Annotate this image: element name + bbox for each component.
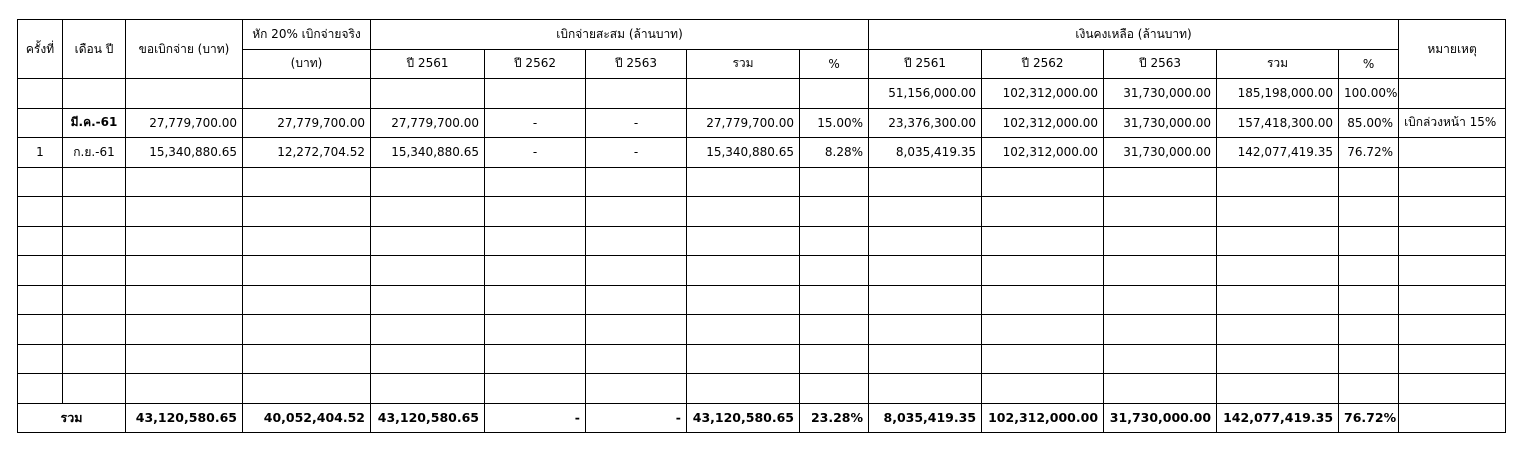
cell-cum-2563 <box>586 79 687 109</box>
empty-cell <box>1399 315 1506 345</box>
empty-cell <box>869 285 982 315</box>
empty-cell <box>869 374 982 404</box>
empty-cell <box>800 226 869 256</box>
empty-cell <box>869 344 982 374</box>
table-body <box>18 79 1506 433</box>
empty-cell <box>1104 285 1217 315</box>
empty-cell <box>243 374 371 404</box>
cell-round: 1 <box>18 138 63 168</box>
table-row <box>18 108 1506 138</box>
table-header <box>18 20 1506 79</box>
cell-rem-2563: 31,730,000.00 <box>1104 138 1217 168</box>
empty-cell <box>371 374 485 404</box>
cell-round <box>18 79 63 109</box>
empty-cell <box>126 344 243 374</box>
total-cum-2563: - <box>586 403 687 433</box>
empty-cell <box>18 197 63 227</box>
empty-cell <box>1339 256 1399 286</box>
empty-cell <box>243 167 371 197</box>
empty-cell <box>1339 344 1399 374</box>
empty-cell <box>1104 315 1217 345</box>
empty-cell <box>687 315 800 345</box>
empty-cell <box>485 226 586 256</box>
empty-cell <box>243 226 371 256</box>
empty-cell <box>1399 344 1506 374</box>
empty-cell <box>18 256 63 286</box>
empty-cell <box>63 256 126 286</box>
empty-row <box>18 344 1506 374</box>
header-month: เดือน ปี <box>63 20 126 79</box>
empty-cell <box>1217 374 1339 404</box>
header-cum-2562: ปี 2562 <box>485 49 586 79</box>
empty-cell <box>800 256 869 286</box>
empty-cell <box>869 167 982 197</box>
empty-row <box>18 226 1506 256</box>
cell-request <box>126 79 243 109</box>
header-round: ครั้งที่ <box>18 20 63 79</box>
header-rem-pct: % <box>1339 49 1399 79</box>
total-actual: 40,052,404.52 <box>243 403 371 433</box>
total-cum-2562: - <box>485 403 586 433</box>
cell-cum-total: 27,779,700.00 <box>687 108 800 138</box>
cell-note: เบิกล่วงหน้า 15% <box>1399 108 1506 138</box>
empty-cell <box>63 226 126 256</box>
empty-cell <box>869 226 982 256</box>
cell-rem-2561: 51,156,000.00 <box>869 79 982 109</box>
empty-cell <box>687 197 800 227</box>
empty-cell <box>485 374 586 404</box>
cell-cum-2563: - <box>586 138 687 168</box>
empty-cell <box>982 167 1104 197</box>
empty-cell <box>243 315 371 345</box>
empty-cell <box>800 167 869 197</box>
cell-rem-pct: 85.00% <box>1339 108 1399 138</box>
empty-cell <box>982 256 1104 286</box>
cell-actual: 27,779,700.00 <box>243 108 371 138</box>
empty-cell <box>800 344 869 374</box>
empty-cell <box>18 344 63 374</box>
empty-cell <box>586 315 687 345</box>
empty-cell <box>371 256 485 286</box>
cell-round <box>18 108 63 138</box>
empty-cell <box>869 256 982 286</box>
empty-cell <box>18 167 63 197</box>
empty-cell <box>1339 226 1399 256</box>
empty-cell <box>1217 197 1339 227</box>
empty-cell <box>485 285 586 315</box>
header-cum-pct: % <box>800 49 869 79</box>
total-rem-pct: 76.72% <box>1339 403 1399 433</box>
cell-cum-pct: 8.28% <box>800 138 869 168</box>
cell-cum-2562 <box>485 79 586 109</box>
empty-cell <box>18 315 63 345</box>
empty-cell <box>1104 374 1217 404</box>
header-request: ขอเบิกจ่าย (บาท) <box>126 20 243 79</box>
table-row <box>18 79 1506 109</box>
empty-cell <box>687 256 800 286</box>
cell-rem-2562: 102,312,000.00 <box>982 108 1104 138</box>
empty-cell <box>371 197 485 227</box>
empty-cell <box>1339 374 1399 404</box>
header-deduct: หัก 20% เบิกจ่ายจริง <box>243 20 371 50</box>
empty-cell <box>687 344 800 374</box>
empty-cell <box>687 226 800 256</box>
header-cumulative: เบิกจ่ายสะสม (ล้านบาท) <box>371 20 869 50</box>
empty-cell <box>1339 197 1399 227</box>
header-rem-2563: ปี 2563 <box>1104 49 1217 79</box>
empty-cell <box>687 285 800 315</box>
cell-cum-pct: 15.00% <box>800 108 869 138</box>
empty-cell <box>586 285 687 315</box>
empty-cell <box>1339 285 1399 315</box>
empty-cell <box>1217 344 1339 374</box>
total-label: รวม <box>18 403 126 433</box>
empty-cell <box>126 256 243 286</box>
empty-cell <box>982 285 1104 315</box>
cell-rem-2563: 31,730,000.00 <box>1104 108 1217 138</box>
empty-row <box>18 197 1506 227</box>
empty-cell <box>586 226 687 256</box>
empty-cell <box>800 197 869 227</box>
empty-row <box>18 167 1506 197</box>
empty-cell <box>869 197 982 227</box>
cell-cum-pct <box>800 79 869 109</box>
empty-cell <box>243 256 371 286</box>
empty-cell <box>1104 344 1217 374</box>
total-rem-total: 142,077,419.35 <box>1217 403 1339 433</box>
empty-cell <box>982 315 1104 345</box>
empty-cell <box>1399 374 1506 404</box>
header-cum-2563: ปี 2563 <box>586 49 687 79</box>
cell-cum-2561: 15,340,880.65 <box>371 138 485 168</box>
empty-cell <box>485 197 586 227</box>
table-row <box>18 138 1506 168</box>
cell-rem-2561: 8,035,419.35 <box>869 138 982 168</box>
empty-cell <box>869 315 982 345</box>
empty-cell <box>1399 197 1506 227</box>
empty-row <box>18 285 1506 315</box>
empty-cell <box>126 167 243 197</box>
empty-cell <box>586 256 687 286</box>
empty-cell <box>1399 256 1506 286</box>
empty-cell <box>982 226 1104 256</box>
cell-rem-total: 142,077,419.35 <box>1217 138 1339 168</box>
cell-cum-2561: 27,779,700.00 <box>371 108 485 138</box>
empty-cell <box>687 374 800 404</box>
empty-cell <box>63 167 126 197</box>
cell-cum-total: 15,340,880.65 <box>687 138 800 168</box>
disbursement-table-container <box>17 19 1506 433</box>
empty-cell <box>485 256 586 286</box>
empty-cell <box>63 285 126 315</box>
cell-cum-2562: - <box>485 108 586 138</box>
cell-month: มี.ค.-61 <box>63 108 126 138</box>
empty-cell <box>982 197 1104 227</box>
header-deduct-unit: (บาท) <box>243 49 371 79</box>
empty-cell <box>982 344 1104 374</box>
empty-cell <box>1217 315 1339 345</box>
header-remaining: เงินคงเหลือ (ล้านบาท) <box>869 20 1399 50</box>
empty-cell <box>586 344 687 374</box>
header-cum-total: รวม <box>687 49 800 79</box>
header-rem-2562: ปี 2562 <box>982 49 1104 79</box>
empty-cell <box>18 226 63 256</box>
empty-cell <box>126 285 243 315</box>
empty-cell <box>126 315 243 345</box>
cell-note <box>1399 138 1506 168</box>
empty-cell <box>1217 226 1339 256</box>
empty-cell <box>18 285 63 315</box>
empty-row <box>18 374 1506 404</box>
cell-rem-pct: 76.72% <box>1339 138 1399 168</box>
header-rem-total: รวม <box>1217 49 1339 79</box>
total-cum-total: 43,120,580.65 <box>687 403 800 433</box>
header-rem-2561: ปี 2561 <box>869 49 982 79</box>
total-row <box>18 403 1506 433</box>
empty-cell <box>1339 315 1399 345</box>
empty-cell <box>126 226 243 256</box>
empty-cell <box>586 197 687 227</box>
empty-cell <box>1399 285 1506 315</box>
empty-cell <box>243 197 371 227</box>
cell-month: ก.ย.-61 <box>63 138 126 168</box>
cell-note <box>1399 79 1506 109</box>
cell-month <box>63 79 126 109</box>
empty-cell <box>800 374 869 404</box>
empty-cell <box>1339 167 1399 197</box>
header-note: หมายเหตุ <box>1399 20 1506 79</box>
empty-row <box>18 256 1506 286</box>
empty-cell <box>243 344 371 374</box>
header-cum-2561: ปี 2561 <box>371 49 485 79</box>
empty-cell <box>800 315 869 345</box>
empty-cell <box>1104 226 1217 256</box>
total-note <box>1399 403 1506 433</box>
cell-rem-total: 185,198,000.00 <box>1217 79 1339 109</box>
empty-cell <box>63 344 126 374</box>
cell-cum-2563: - <box>586 108 687 138</box>
empty-cell <box>586 167 687 197</box>
cell-cum-2561 <box>371 79 485 109</box>
empty-cell <box>371 285 485 315</box>
cell-rem-total: 157,418,300.00 <box>1217 108 1339 138</box>
empty-cell <box>1217 256 1339 286</box>
cell-rem-pct: 100.00% <box>1339 79 1399 109</box>
disbursement-table <box>17 19 1506 433</box>
empty-cell <box>800 285 869 315</box>
empty-cell <box>1104 167 1217 197</box>
empty-cell <box>243 285 371 315</box>
empty-cell <box>982 374 1104 404</box>
empty-cell <box>371 344 485 374</box>
empty-cell <box>1399 167 1506 197</box>
empty-cell <box>1104 197 1217 227</box>
cell-rem-2562: 102,312,000.00 <box>982 138 1104 168</box>
total-cum-2561: 43,120,580.65 <box>371 403 485 433</box>
empty-cell <box>1399 226 1506 256</box>
cell-actual <box>243 79 371 109</box>
cell-actual: 12,272,704.52 <box>243 138 371 168</box>
cell-cum-2562: - <box>485 138 586 168</box>
empty-cell <box>126 197 243 227</box>
empty-row <box>18 315 1506 345</box>
empty-cell <box>126 374 243 404</box>
empty-cell <box>485 167 586 197</box>
empty-cell <box>485 315 586 345</box>
total-cum-pct: 23.28% <box>800 403 869 433</box>
empty-cell <box>485 344 586 374</box>
empty-cell <box>63 315 126 345</box>
cell-rem-2562: 102,312,000.00 <box>982 79 1104 109</box>
empty-cell <box>18 374 63 404</box>
total-request: 43,120,580.65 <box>126 403 243 433</box>
empty-cell <box>371 315 485 345</box>
empty-cell <box>1217 285 1339 315</box>
cell-request: 15,340,880.65 <box>126 138 243 168</box>
total-rem-2562: 102,312,000.00 <box>982 403 1104 433</box>
empty-cell <box>63 197 126 227</box>
empty-cell <box>371 167 485 197</box>
empty-cell <box>586 374 687 404</box>
empty-cell <box>1104 256 1217 286</box>
cell-request: 27,779,700.00 <box>126 108 243 138</box>
cell-rem-2561: 23,376,300.00 <box>869 108 982 138</box>
empty-cell <box>687 167 800 197</box>
cell-cum-total <box>687 79 800 109</box>
empty-cell <box>1217 167 1339 197</box>
total-rem-2563: 31,730,000.00 <box>1104 403 1217 433</box>
cell-rem-2563: 31,730,000.00 <box>1104 79 1217 109</box>
total-rem-2561: 8,035,419.35 <box>869 403 982 433</box>
empty-cell <box>63 374 126 404</box>
empty-cell <box>371 226 485 256</box>
